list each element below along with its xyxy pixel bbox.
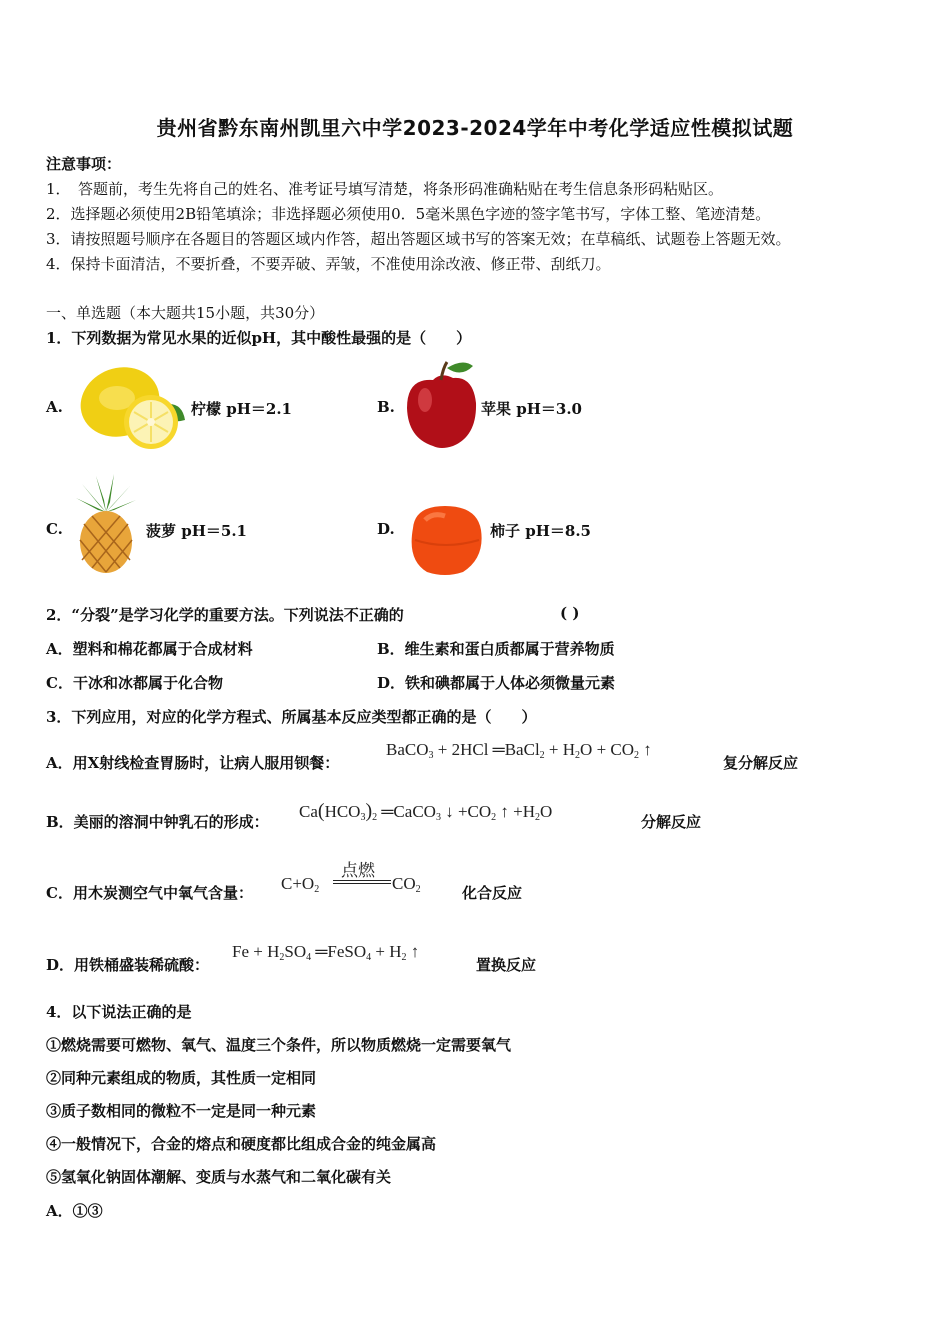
apple-icon <box>403 358 478 450</box>
q3-equation-c-condition: 点燃 <box>341 861 375 880</box>
q2-option-a: A．塑料和棉花都属于合成材料 <box>46 640 253 658</box>
q1-stem: 1．下列数据为常见水果的近似pH，其中酸性最强的是（ ） <box>46 329 472 347</box>
q1-option-d-letter: D. <box>377 520 395 538</box>
q1-option-a-letter: A. <box>46 398 63 416</box>
q3-equation-b: $Ca(HCO_3)_2$ ═CaCO$_3$ ↓ $+CO_2$ ↑ $+H_2O$ <box>299 800 553 823</box>
q1-option-b-letter: B. <box>377 398 395 416</box>
q3-equation-c-right: $CO_2$ <box>392 874 421 895</box>
q3-equation-c-arrow-bottom <box>333 883 391 884</box>
q4-statement-4: ④一般情况下，合金的熔点和硬度都比组成合金的纯金属高 <box>46 1135 437 1153</box>
q3-equation-c-arrow-top <box>333 880 391 881</box>
q2-option-d: D．铁和碘都属于人体必须微量元素 <box>377 674 616 692</box>
q1-option-d-text: 柿子 pH＝8.5 <box>490 522 591 540</box>
q4-stem: 4．以下说法正确的是 <box>46 1003 192 1021</box>
q4-statement-2: ②同种元素组成的物质，其性质一定相同 <box>46 1069 317 1087</box>
notice-item-4: 4．保持卡面清洁，不要折叠，不要弄破、弄皱，不准使用涂改液、修正带、刮纸刀。 <box>46 255 611 273</box>
q3-option-a-type: 复分解反应 <box>723 754 799 772</box>
q4-statement-3: ③质子数相同的微粒不一定是同一种元素 <box>46 1102 317 1120</box>
q1-option-a-text: 柠檬 pH＝2.1 <box>191 400 292 418</box>
q3-stem: 3．下列应用，对应的化学方程式、所属基本反应类型都正确的是（ ） <box>46 708 537 726</box>
page-title: 贵州省黔东南州凯里六中学2023-2024学年中考化学适应性模拟试题 <box>156 116 794 140</box>
persimmon-icon <box>405 500 485 578</box>
q1-option-c-text: 菠萝 pH＝5.1 <box>146 522 247 540</box>
notice-item-1: 1． 答题前，考生先将自己的姓名、准考证号填写清楚，将条形码准确粘贴在考生信息条形码粘贴区。 <box>46 180 724 198</box>
q4-statement-5: ⑤氢氧化钠固体潮解、变质与水蒸气和二氧化碳有关 <box>46 1168 392 1186</box>
q4-statement-1: ①燃烧需要可燃物、氧气、温度三个条件，所以物质燃烧一定需要氧气 <box>46 1036 512 1054</box>
notice-item-3: 3．请按照题号顺序在各题目的答题区域内作答，超出答题区域书写的答案无效；在草稿纸、试题卷上答题无效。 <box>46 230 791 248</box>
pineapple-icon <box>74 472 138 574</box>
q2-stem: 2．“分裂”是学习化学的重要方法。下列说法不正确的 <box>46 606 404 624</box>
notice-heading: 注意事项： <box>46 155 122 173</box>
q2-option-c: C．干冰和冰都属于化合物 <box>46 674 223 692</box>
q3-option-d-label: D．用铁桶盛装稀硫酸： <box>46 956 210 974</box>
notice-item-2: 2．选择题必须使用2B铅笔填涂；非选择题必须使用0．5毫米黑色字迹的签字笔书写，字体工整、笔迹清楚。 <box>46 205 771 223</box>
q3-option-d-type: 置换反应 <box>476 956 537 974</box>
q3-option-a-label: A．用X射线检查胃肠时，让病人服用钡餐： <box>46 754 340 772</box>
q3-option-c-type: 化合反应 <box>462 884 523 902</box>
q1-option-c-letter: C. <box>46 520 63 538</box>
q4-option-a: A．①③ <box>46 1202 103 1220</box>
q3-option-b-label: B．美丽的溶洞中钟乳石的形成： <box>46 813 269 831</box>
q3-option-b-type: 分解反应 <box>641 813 702 831</box>
q2-option-b: B．维生素和蛋白质都属于营养物质 <box>377 640 615 658</box>
q3-option-c-label: C．用木炭测空气中氧气含量： <box>46 884 253 902</box>
q2-answer-paren: ( ) <box>560 604 580 622</box>
q1-option-b-text: 苹果 pH＝3.0 <box>481 400 582 418</box>
q3-equation-a: BaCO$_3$ + 2HCl ═BaCl$_2$ + $H_2O + CO_2$ ↑ <box>386 740 652 761</box>
q3-equation-c-left: $C+O_2$ <box>281 874 320 895</box>
q3-equation-d: $Fe + H_2SO_4$ ═FeSO$_4$ + $H_2$ ↑ <box>232 942 420 963</box>
lemon-icon <box>73 360 188 452</box>
section-heading: 一、单选题（本大题共15小题，共30分） <box>46 304 325 322</box>
